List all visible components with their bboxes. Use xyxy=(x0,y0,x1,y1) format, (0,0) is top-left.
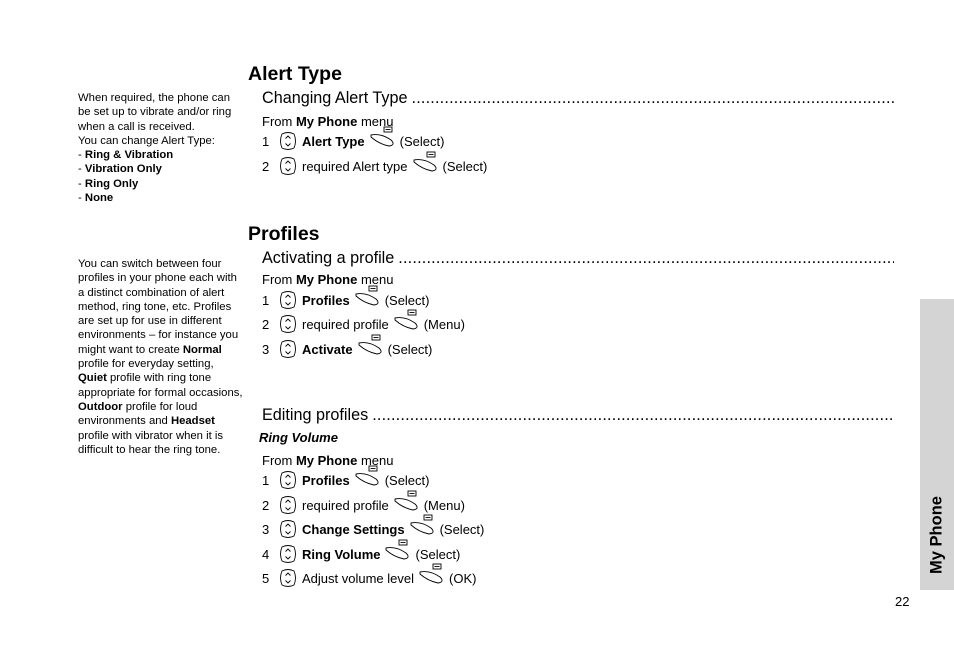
alert-type-heading: Alert Type xyxy=(248,63,342,85)
step-action: (Select) xyxy=(387,341,433,357)
section-tab-label: My Phone xyxy=(927,496,946,574)
step-1 xyxy=(262,289,429,311)
alert-side-note: When required, the phone can be set up to vibrate and/or ring when a call is received. You can change Alert Type: - Ring & Vibration - Vibration Only - Ring Only - None xyxy=(78,91,244,205)
menu-item-label: Profiles xyxy=(302,292,350,308)
soft-key-icon xyxy=(354,465,382,487)
nav-key-icon xyxy=(279,314,297,334)
step-number: 2 xyxy=(262,316,270,332)
step-number: 1 xyxy=(262,292,270,308)
menu-item-label: Profiles xyxy=(302,472,350,488)
step-5 xyxy=(262,567,476,589)
soft-key-icon xyxy=(393,490,421,512)
alert-option: Ring & Vibration xyxy=(84,149,174,162)
ring-volume-subheading: Ring Volume xyxy=(259,430,338,445)
step-text: required profile xyxy=(302,497,389,513)
nav-key-icon xyxy=(279,495,297,515)
profile-quiet: Quiet xyxy=(78,372,107,385)
step-action: (Select) xyxy=(399,133,445,149)
profile-headset: Headset xyxy=(170,415,215,428)
step-number: 2 xyxy=(262,158,270,174)
step-3 xyxy=(262,518,484,540)
step-action: (Select) xyxy=(384,292,430,308)
soft-key-icon xyxy=(418,563,446,585)
step-number: 3 xyxy=(262,341,270,357)
step-number: 4 xyxy=(262,546,270,562)
step-2 xyxy=(262,494,465,516)
step-text: required Alert type xyxy=(302,158,408,174)
page-number: 22 xyxy=(895,594,910,609)
side-note-line: You can change Alert Type: xyxy=(78,134,215,147)
step-action: (Menu) xyxy=(423,316,465,332)
step-number: 1 xyxy=(262,472,270,488)
step-action: (OK) xyxy=(449,570,477,586)
step-1 xyxy=(262,469,429,491)
profile-outdoor: Outdoor xyxy=(78,400,123,413)
menu-item-label: Alert Type xyxy=(302,133,365,149)
from-menu-line: From My Phone menu xyxy=(262,272,394,287)
step-number: 3 xyxy=(262,521,270,537)
step-2 xyxy=(262,313,465,335)
from-menu-line: From My Phone menu xyxy=(262,114,394,129)
soft-key-icon xyxy=(393,309,421,331)
step-action: (Select) xyxy=(439,521,485,537)
step-3 xyxy=(262,338,432,360)
step-number: 1 xyxy=(262,133,270,149)
alert-option: None xyxy=(84,192,114,205)
nav-key-icon xyxy=(279,470,297,490)
step-number: 5 xyxy=(262,570,270,586)
nav-key-icon xyxy=(279,519,297,539)
soft-key-icon xyxy=(369,126,397,148)
editing-profiles-heading: Editing profiles ..... xyxy=(262,406,894,425)
menu-item-label: Activate xyxy=(302,341,353,357)
nav-key-icon xyxy=(279,544,297,564)
step-action: (Select) xyxy=(384,472,430,488)
side-note-line: When required, the phone can be set up to vibrate and/or ring when a call is received. xyxy=(78,92,232,133)
step-text: required profile xyxy=(302,316,389,332)
step-2 xyxy=(262,155,487,177)
nav-key-icon xyxy=(279,131,297,151)
step-action: (Select) xyxy=(442,158,488,174)
nav-key-icon xyxy=(279,568,297,588)
step-action: (Menu) xyxy=(423,497,465,513)
alert-option: Vibration Only xyxy=(84,163,162,176)
menu-item-label: Change Settings xyxy=(302,521,405,537)
nav-key-icon xyxy=(279,156,297,176)
step-text: Adjust volume level xyxy=(302,570,414,586)
step-4 xyxy=(262,543,460,565)
activating-profile-heading: Activating a profile ..... xyxy=(262,249,894,268)
nav-key-icon xyxy=(279,339,297,359)
profiles-side-note: You can switch between four profiles in your phone each with a distinct combination of alert method, ring tone, etc. Profiles are set up for use in different environments – for instance you might want to create Normal profile for everyday setting, Quiet profile with ring tone appropriate for formal occasions, Outdoor profile for loud environments and Headset profile with vibrator when it is difficult to hear the ring tone. xyxy=(78,258,243,456)
step-action: (Select) xyxy=(415,546,461,562)
from-menu-line: From My Phone menu xyxy=(262,453,394,468)
soft-key-icon xyxy=(357,334,385,356)
soft-key-icon xyxy=(412,151,440,173)
changing-alert-type-heading: Changing Alert Type ..... xyxy=(262,89,894,108)
menu-item-label: Ring Volume xyxy=(302,546,381,562)
profiles-heading: Profiles xyxy=(248,223,320,245)
step-number: 2 xyxy=(262,497,270,513)
alert-option: Ring Only xyxy=(84,177,139,190)
soft-key-icon xyxy=(384,539,412,561)
nav-key-icon xyxy=(279,290,297,310)
step-1 xyxy=(262,130,444,152)
soft-key-icon xyxy=(409,514,437,536)
profile-normal: Normal xyxy=(182,343,222,356)
soft-key-icon xyxy=(354,285,382,307)
